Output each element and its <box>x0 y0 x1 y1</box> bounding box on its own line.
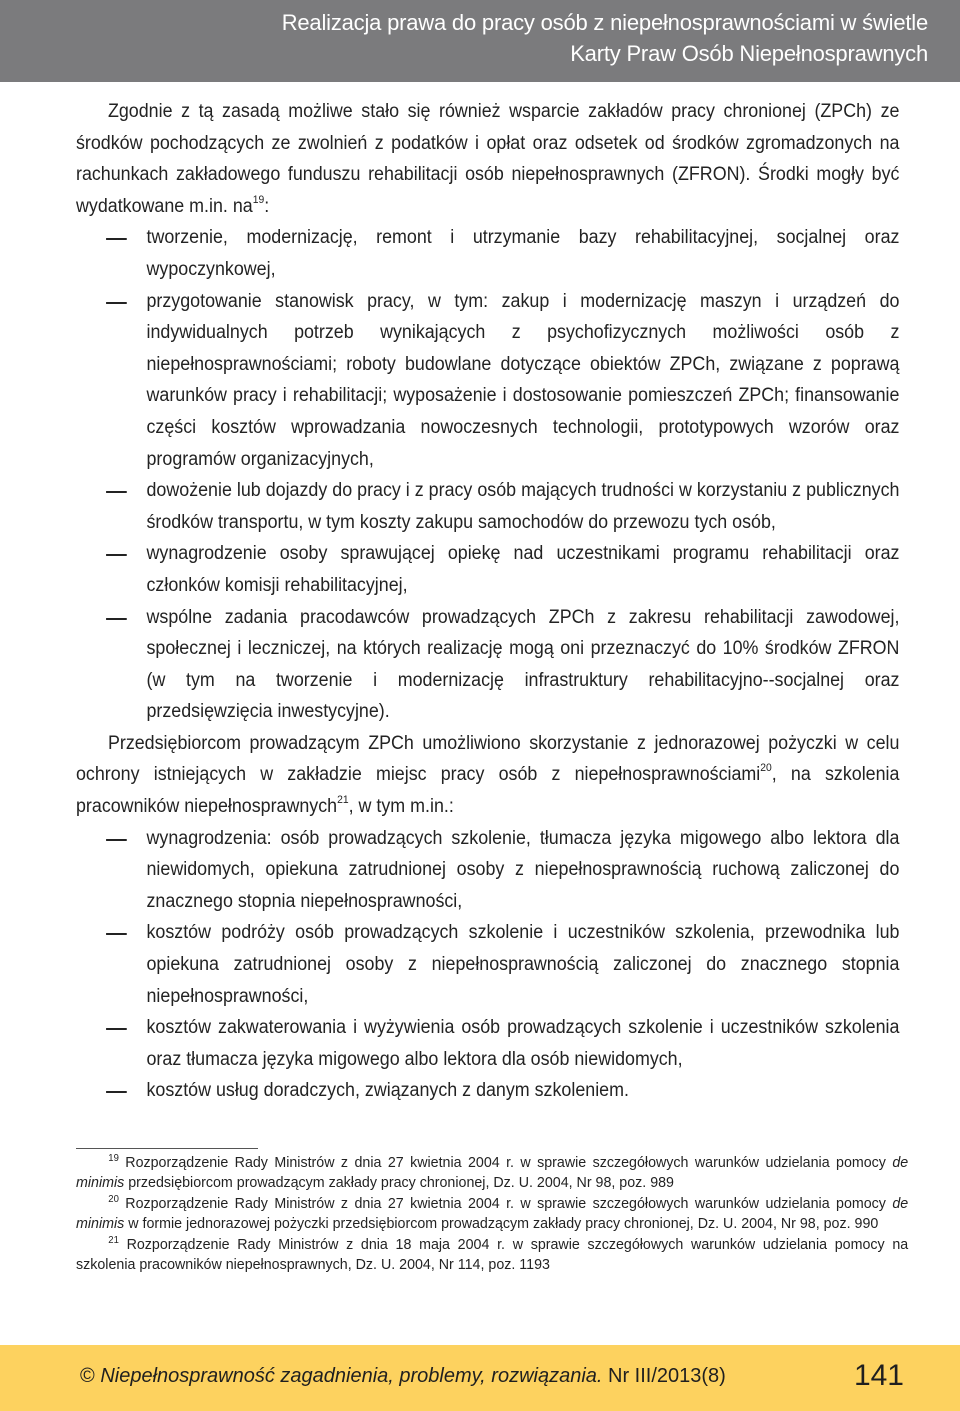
page-number: 141 <box>853 1359 904 1392</box>
header-title-line-2: Karty Praw Osób Niepełnosprawnych <box>570 41 928 66</box>
intro-tail: : <box>264 195 270 217</box>
journal-title: Niepełnosprawność zagadnienia, problemy, rozwiązania. <box>100 1365 603 1387</box>
journal-issue: Nr III/2013(8) <box>608 1365 726 1387</box>
funding-uses-list <box>76 222 899 728</box>
footnote-text: Rozporządzenie Rady Ministrów z dnia 27 kwietnia 2004 r. w sprawie szczegółowych warunków udzielania pomocy <box>125 1154 893 1171</box>
footnote-italic: de minimis <box>76 1195 909 1232</box>
footnote-text: Rozporządzenie Rady Ministrów z dnia 27 kwietnia 2004 r. w sprawie szczegółowych warunków udzielania pomocy <box>125 1195 893 1212</box>
list-item: tworzenie, modernizację, remont i utrzymanie bazy rehabilitacyjnej, socjalnej oraz wypoczynkowej, <box>76 222 899 285</box>
loan-paragraph <box>76 728 899 823</box>
footnote-number: 19 <box>108 1153 119 1164</box>
list-item: wynagrodzenia: osób prowadzących szkolenie, tłumacza języka migowego albo lektora dla niewidomych, opiekuna zatrudnionej osoby z niepełnosprawnością ruchową zaliczonej do znacznego stopnia niepełnosprawności, <box>76 823 899 918</box>
running-footer <box>0 1345 960 1411</box>
list-item: wspólne zadania pracodawców prowadzących ZPCh z zakresu rehabilitacji zawodowej, społecznej i leczniczej, na których realizację mogą oni przeznaczyć do 10% środków ZFRON (w tym na tworzenie i modernizację infrastruktury rehabilitacyjno--socjalnej oraz przedsięwzięcia inwestycyjne). <box>76 602 899 728</box>
footnote-ref-20: 20 <box>760 762 772 775</box>
footnote-text: przedsiębiorcom prowadzącym zakłady pracy chronionej, Dz. U. 2004, Nr 98, poz. 989 <box>124 1173 674 1191</box>
footnotes <box>76 1153 908 1276</box>
para2-text-1: Przedsiębiorcom prowadzącym ZPCh umożliwiono skorzystanie z jednorazowej pożyczki w celu ochrony istniejących w zakładzie miejsc pracy osób z niepełnosprawnościami <box>76 732 900 786</box>
header-title-line-1: Realizacja prawa do pracy osób z niepełnosprawnościami w świetle <box>281 10 928 35</box>
footnote-20 <box>76 1194 908 1233</box>
list-item: dowożenie lub dojazdy do pracy i z pracy osób mających trudności w korzystaniu z publicznych środków transportu, w tym koszty zakupu samochodów do przewozu tych osób, <box>76 475 899 538</box>
list-item: wynagrodzenie osoby sprawującej opiekę nad uczestnikami programu rehabilitacji oraz członków komisji rehabilitacyjnej, <box>76 538 899 601</box>
footnote-21 <box>76 1235 908 1274</box>
training-costs-list <box>76 823 899 1107</box>
intro-text: Zgodnie z tą zasadą możliwe stało się również wsparcie zakładów pracy chronionej (ZPCh) ze środków pochodzących ze zwolnień z podatków i opłat oraz odsetek od środków zgromadzonych na rachunkach zakładowego funduszu rehabilitacji osób niepełnosprawnych (ZFRON). Środki mogły być wydatkowane m.in. na <box>76 101 900 217</box>
journal-citation <box>80 1365 726 1388</box>
footnote-text: Rozporządzenie Rady Ministrów z dnia 18 maja 2004 r. w sprawie szczegółowych warunków udzielania pomocy na szkolenia pracowników niepełnosprawnych, Dz. U. 2004, Nr 114, poz. 1193 <box>76 1236 909 1273</box>
main-text <box>76 96 899 1107</box>
para2-text-3: , w tym m.in.: <box>348 796 454 818</box>
copyright-symbol: © <box>80 1365 95 1387</box>
list-item: kosztów podróży osób prowadzących szkolenie i uczestników szkolenia, przewodnika lub opiekuna zatrudnionej osoby z niepełnosprawnością zaliczonej do znacznego stopnia niepełnosprawności, <box>76 917 899 1012</box>
footnote-19 <box>76 1153 908 1192</box>
para2-text-2: , na szkolenia pracowników niepełnosprawnych <box>76 764 900 818</box>
footnote-number: 20 <box>108 1194 119 1205</box>
list-item: kosztów zakwaterowania i wyżywienia osób prowadzących szkolenie i uczestników szkolenia oraz tłumacza języka migowego albo lektora dla osób niewidomych, <box>76 1012 899 1075</box>
footnote-text: w formie jednorazowej pożyczki przedsiębiorcom prowadzącym zakłady pracy chronionej, Dz. U. 2004, Nr 98, poz. 990 <box>124 1214 879 1232</box>
list-item: kosztów usług doradczych, związanych z danym szkoleniem. <box>76 1075 899 1107</box>
footnote-italic: de minimis <box>76 1154 909 1191</box>
footnote-number: 21 <box>108 1235 119 1246</box>
footnote-divider <box>76 1148 258 1149</box>
list-item: przygotowanie stanowisk pracy, w tym: zakup i modernizację maszyn i urządzeń do indywidualnych potrzeb wynikających z psychofizycznych możliwości osób z niepełnosprawnościami; roboty budowlane dotyczące obiektów ZPCh, związane z poprawą warunków pracy i rehabilitacji; wyposażenie i dostosowanie pomieszczeń ZPCh; finansowanie części kosztów wprowadzania nowoczesnych technologii, prototypowych wzorów oraz programów organizacyjnych, <box>76 286 899 476</box>
intro-paragraph <box>76 96 899 222</box>
footnote-ref-21: 21 <box>337 794 349 807</box>
footnote-ref-19: 19 <box>252 193 265 206</box>
running-header <box>0 0 960 82</box>
